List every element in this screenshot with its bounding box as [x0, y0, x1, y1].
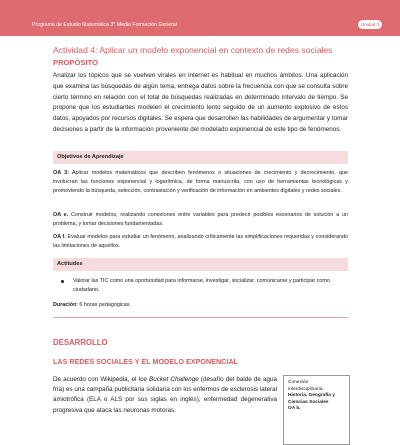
duration-value: : 6 horas pedagógicas. — [76, 302, 131, 308]
objective-text: Construir modelos, realizando conexiones entre variables para predecir posibles escenarios de solución a un problema, y tomar decisiones fundamentadas. — [53, 212, 348, 228]
section-divider — [53, 317, 348, 318]
development-text-b: (desafío del balde de agua fría) es una campaña publicitaria solidaria con los enfermos de esclerosis lateral amiotrófica (ELA o ALS por sus siglas en inglés), enfermedad degenerativa progresiva que ataca las neuronas motoras. — [53, 376, 277, 414]
objectives-heading: Objetivos de Aprendizaje — [53, 151, 348, 164]
duration — [53, 301, 348, 310]
development-text-a: De acuerdo con Wikipedia, el — [53, 376, 139, 383]
development-text-italic: Ice Bucket Challenge — [138, 376, 199, 383]
objective-code: OA f. — [53, 234, 66, 240]
development-heading: DESARROLLO — [53, 338, 108, 347]
unit-badge: Unidad 3 — [358, 20, 382, 29]
top-banner — [0, 0, 400, 36]
objective-code: OA e. — [53, 212, 69, 218]
objective-oae — [53, 211, 348, 229]
activity-title: Actividad 4: Aplicar un modelo exponencial en contexto de redes sociales — [53, 45, 333, 55]
duration-label: Duración — [53, 302, 77, 308]
sidebox-line3: OA b, — [288, 406, 301, 412]
development-text — [53, 375, 277, 416]
purpose-heading: PROPÓSITO — [53, 58, 99, 67]
sidebox-line2: Historia, Geografía y Ciencias Sociales — [288, 393, 335, 405]
objective-code: OA 3: — [53, 170, 69, 176]
attitude-text: Valorar las TIC como una oportunidad para informarse, investigar, socializar, comunicarse y participar como ciudadano. — [73, 278, 330, 294]
objective-oaf — [53, 233, 348, 251]
objective-text: Aplicar modelos matemáticos que describen fenómenos o situaciones de crecimiento y decrecimiento, que involucran las funciones exponencial y logarítmica, de forma manuscrita, con uso de herramientas tecnológicas y promoviendo la búsqueda, selección, contrastación y verificación de información en ambientes digitales y redes sociales. — [53, 170, 348, 195]
purpose-text: Analizar los tópicos que se vuelven virales en internet es habitual en muchos ámbitos. Una aplicación que examina las búsquedas de algún tema, entrega datos sobre la frecuencia con que se consulta sobre cierto término en relación con el total de búsquedas realizadas en determinado intervalo de tiempo. Se propone que los estudiantes modelen el crecimiento lento seguido de un aumento explosivo de estos datos, apoyados por recursos digitales. Se espera que desarrollen las habilidades de argumentar y tomar decisiones a partir de la información proveniente del modelado exponencial de este tipo de fenómenos. — [53, 72, 348, 133]
program-title: Programa de Estudio Matemática 3° Medio Formación General — [32, 22, 177, 28]
objective-oa3 — [53, 169, 348, 197]
development-subheading: LAS REDES SOCIALES Y EL MODELO EXPONENCIAL — [53, 357, 238, 366]
objective-text: Evaluar modelos para estudiar un fenómeno, analizando críticamente las simplificaciones requeridas y considerando las limitaciones de aquellos. — [53, 234, 348, 250]
sidebox-line1: Conexión interdisciplinaria: — [288, 380, 324, 392]
interdisciplinary-box — [283, 375, 350, 445]
attitudes-heading: Actitudes — [53, 258, 348, 271]
bullet-icon — [61, 280, 64, 283]
